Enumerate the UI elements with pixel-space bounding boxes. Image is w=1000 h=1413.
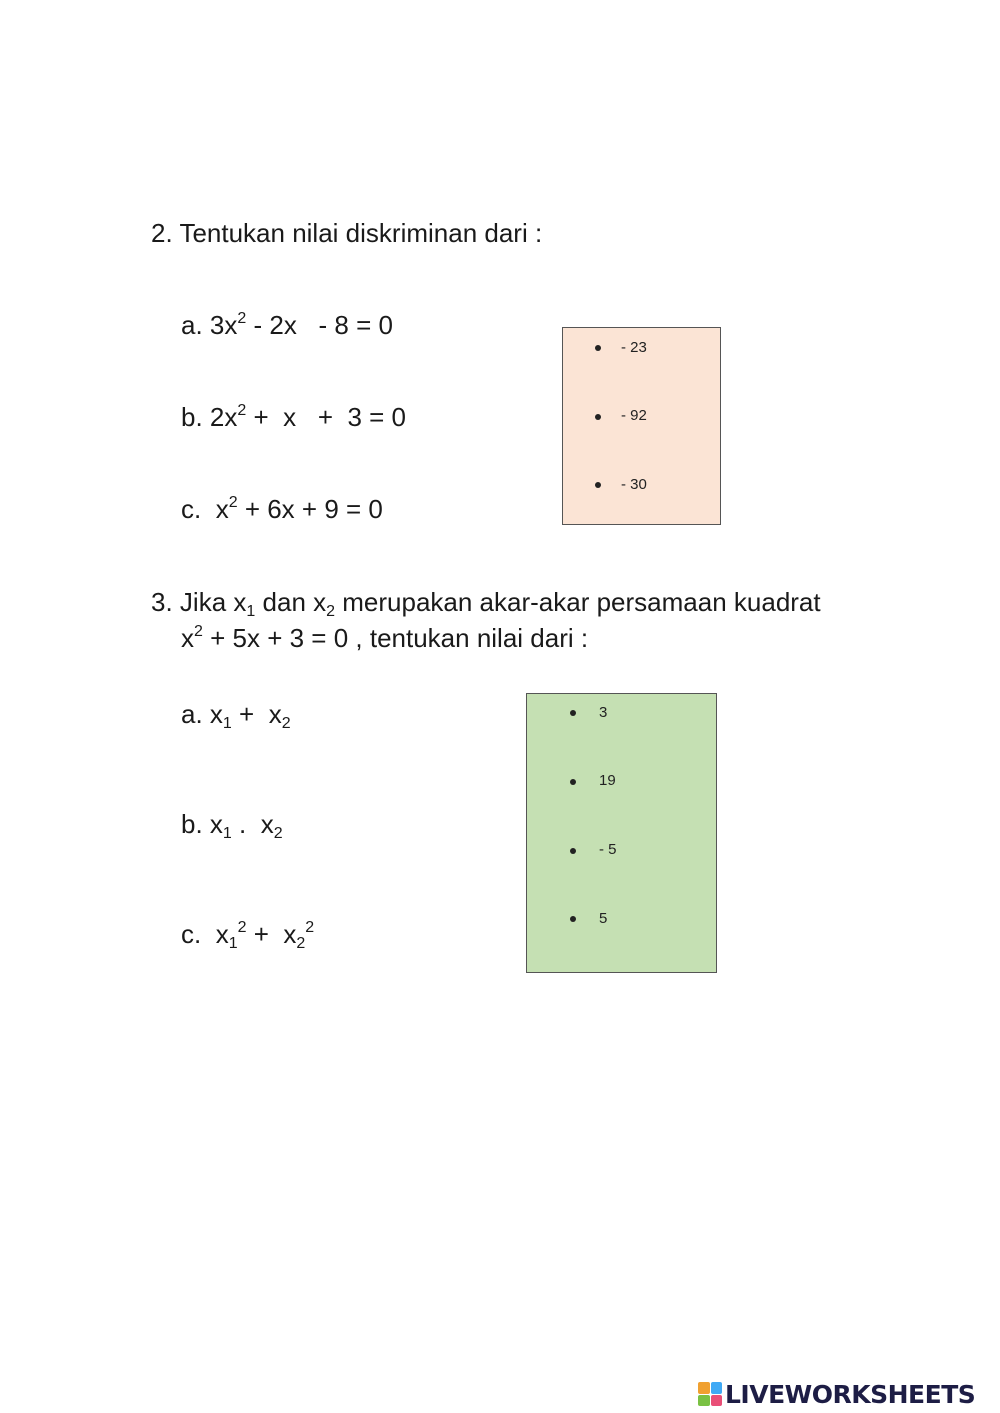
logo-cell: [698, 1395, 710, 1407]
bullet-icon: [570, 916, 576, 922]
logo-cell: [711, 1395, 723, 1407]
bullet-icon: [595, 414, 601, 420]
logo-cell: [711, 1382, 723, 1394]
logo-cell: [698, 1382, 710, 1394]
q2-item-a: a. $3x^2 - 2x - 8 = 0$: [181, 310, 393, 340]
q2-answer-option[interactable]: - 23: [621, 339, 647, 356]
bullet-icon: [570, 779, 576, 785]
q3-item-a: a. $x_1 + x_2$: [181, 699, 291, 732]
q2-answer-option[interactable]: - 92: [621, 407, 647, 424]
bullet-icon: [570, 848, 576, 854]
q3-answer-option[interactable]: 19: [599, 772, 616, 789]
q3-heading-line1: 3. Jika $x_1$ dan $x_2$ merupakan akar-akar persamaan kuadrat: [151, 587, 821, 620]
q2-heading: 2. Tentukan nilai diskriminan dari :: [151, 218, 543, 248]
q3-answer-option[interactable]: 3: [599, 704, 608, 721]
q3-answer-box[interactable]: [526, 693, 717, 973]
q3-answer-option[interactable]: - 5: [599, 841, 617, 858]
liveworksheets-logo: [698, 1378, 975, 1410]
bullet-icon: [595, 345, 601, 351]
liveworksheets-wordmark: LIVEWORKSHEETS: [725, 1379, 976, 1409]
q3-heading-line2: $x^2 + 5x + 3 = 0$ , tentukan nilai dari :: [181, 623, 589, 653]
q2-item-b: b. $2x^2 + x + 3 = 0$: [181, 402, 407, 432]
bullet-icon: [595, 482, 601, 488]
q3-answer-option[interactable]: 5: [599, 910, 608, 927]
liveworksheets-logo-icon: [698, 1382, 722, 1406]
q2-answer-box[interactable]: [562, 327, 721, 525]
bullet-icon: [570, 710, 576, 716]
q3-item-b: b. $x_1$ . $x_2$: [181, 809, 283, 842]
q3-item-c: c. $x_1^2 + x_2^2$: [181, 919, 315, 952]
q2-item-c: c. $x^2 + 6x + 9 = 0$: [181, 494, 383, 524]
q2-answer-option[interactable]: - 30: [621, 476, 647, 493]
